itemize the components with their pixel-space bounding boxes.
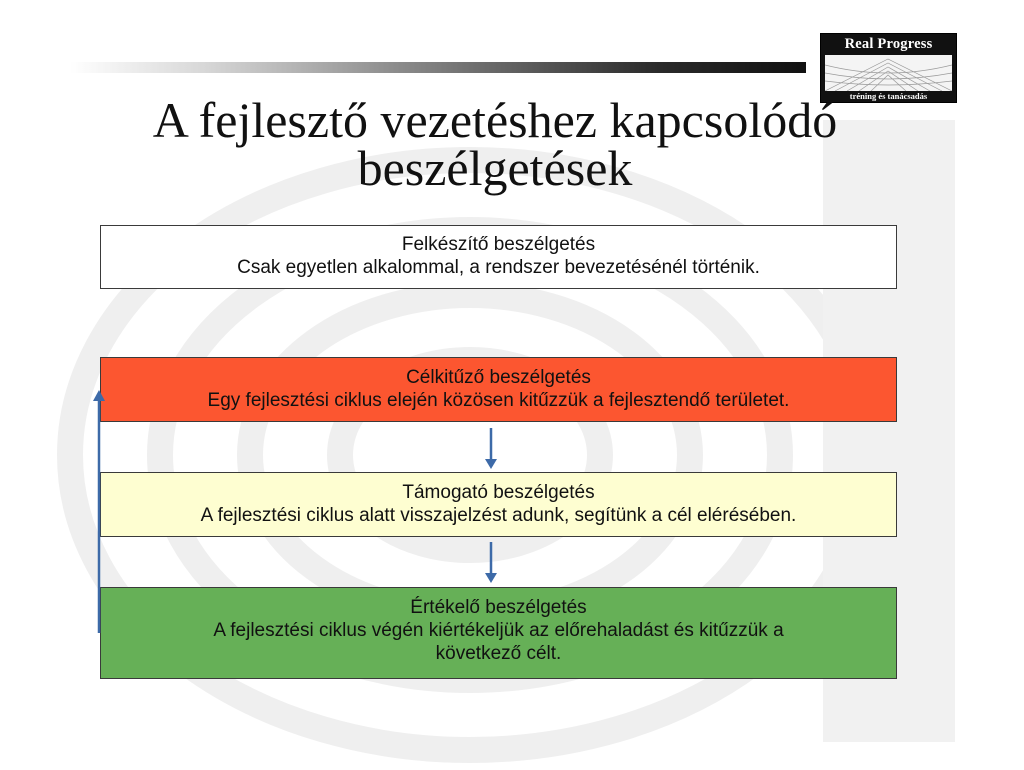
- cycle-return-arrow-icon: [93, 390, 105, 633]
- box-heading: Felkészítő beszélgetés: [401, 234, 596, 255]
- box-text: Csak egyetlen alkalommal, a rendszer bevezetésénél történik.: [237, 257, 760, 278]
- logo-tagline: tréning és tanácsadás: [849, 91, 928, 101]
- slide-title-line-2: beszélgetések: [357, 140, 633, 196]
- slide-title-line-1: A fejlesztő vezetéshez kapcsolódó: [152, 92, 838, 148]
- arrow-down-1-icon: [485, 428, 497, 469]
- box-heading: Támogató beszélgetés: [402, 482, 595, 503]
- box-text: A fejlesztési ciklus alatt visszajelzést adunk, segítünk a cél elérésében.: [200, 505, 797, 526]
- arrow-down-2-icon: [485, 542, 497, 583]
- box-text: Egy fejlesztési ciklus elején közösen kitűzzük a fejlesztendő területet.: [207, 390, 790, 411]
- logo-name: Real Progress: [844, 36, 933, 52]
- box-heading: Célkitűző beszélgetés: [406, 367, 591, 388]
- box-text-line-2: következő célt.: [435, 643, 562, 664]
- box-text-line-1: A fejlesztési ciklus végén kiértékeljük az előrehaladást és kitűzzük a: [213, 620, 784, 641]
- box-heading: Értékelő beszélgetés: [410, 597, 587, 618]
